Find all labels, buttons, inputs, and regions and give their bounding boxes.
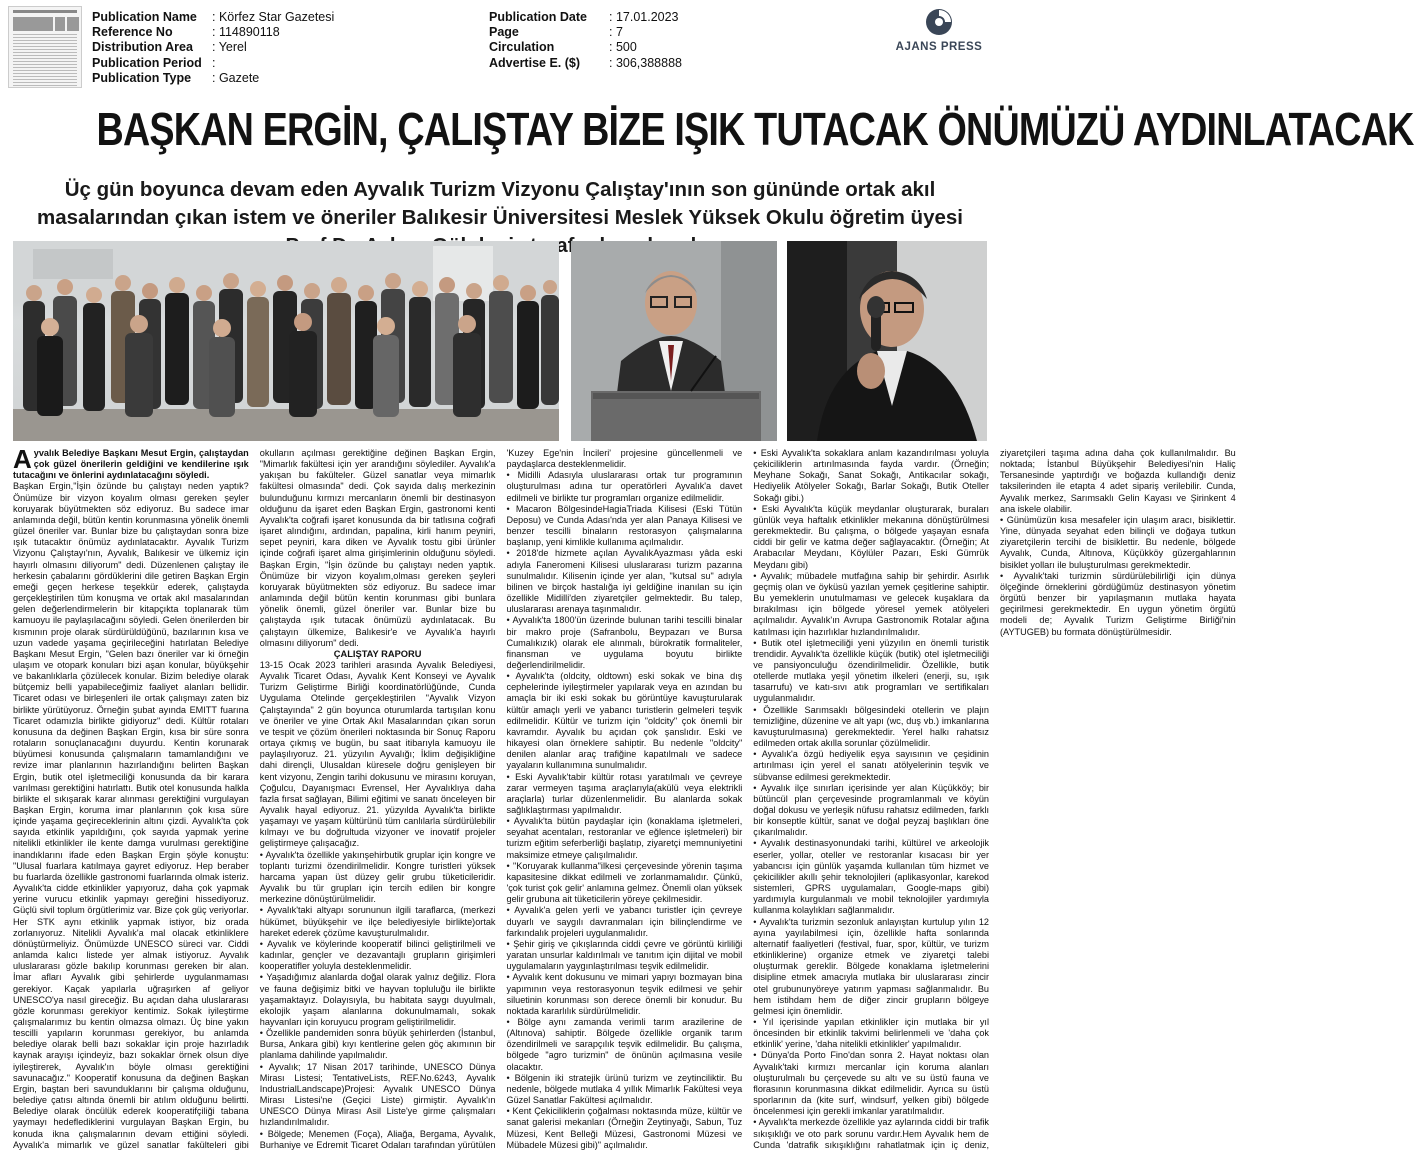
recommendation-item: • Kent Çekiciliklerin çoğalması noktasında müze, kültür ve sanat galerisi mekanları (Örneğin Zeytinyağı, Sabun, Tuz Müzesi, Kent Belleği Müzesi, Gastronomi Müzesi ve Mübadele Müzesi gibi)" açılmalıdır. xyxy=(506,1106,743,1150)
meta-value: : Yerel xyxy=(212,40,247,55)
meta-value: : Gazete xyxy=(212,70,260,85)
article-paragraph: 13-15 Ocak 2023 tarihleri arasında Ayvalık Belediyesi, Ayvalık Ticaret Odası, Ayvalık Kent Konseyi ve Ayvalık Turizm Geliştirme Birliği koordinatörlüğünde, Cunda Uygulama Otelinde gerçekleştirilen "Ayvalık Vizyon Çalıştayında" 2 gün boyunca oturumlarda tartışılan konu ve öneriler ve yine Ortak Akıl Masalarından çıkan sorun ve tespit ve çözüm önerileri noktasında bir Sonuç Raporu ortaya çıkmış ve bugün, bu saat itibarıyla kamuoyu ile paylaşılıyoruz. 21. yüzyılın Ayvalığı; İklim değişikliğine dahi dirençli, Ulusaldan küresele doğru genişleyen bir kent vizyonu, Zengin tarihi dokusunu ve mirasını koruyan, Çoğulcu, Dayanışmacı Evrensel, Her Ayvalıklıya daha fazla fırsat sağlayan, Bilimi eğitimi ve sanatı önceleyen bir Ayvalık hayal ediyoruz. 21. yüzyılda Ayvalık'ta birlikte yaşamayı ve yaşam kültürünü tüm canlılarla sürdürülebilir kılmayı ve bu doğrultuda vizyoner ve inovatif projeler geliştirmeye çalışacağız. xyxy=(259,659,496,849)
meta-row xyxy=(92,10,334,25)
meta-label: Publication Type xyxy=(92,70,192,85)
publication-meta-right xyxy=(489,10,682,71)
meta-value: : 114890118 xyxy=(212,25,280,40)
meta-value: : 7 xyxy=(609,25,623,40)
recommendation-item: • Macaron BölgesindeHagiaTriada Kilisesi (Eski Tütün Deposu) ve Cunda Adası'nda yer alan Panaya Kilisesi ve benzer tescilli binaların restorasyon çalışmalarına başlanıp, yeni kimlikle kullanıma açılmalıdır. xyxy=(506,503,743,548)
recommendation-item: • Ayvalık'a özgü hediyelik eşya sayısının ve çeşidinin artırılması için yerel el sanatı atölyelerinin teşvik ve sübvanse edilmesi gerekmektedir. xyxy=(753,749,989,782)
recommendation-item: • Dünya'da Porto Fino'dan sonra 2. Hayat noktası olan Ayvalık'taki kırmızı mercanlar için koruma alanları oluşturulmalı bu çerçevede su altı ve su üstü fauna ve florasının korunmasına dikkat edilmelidir. Ayrıca su üstü sporlarının da (kite surf, windsurf, yelken gibi) bölgede öncelenmesi için gerekli imkanlar yaratılmalıdır. xyxy=(753,1050,989,1117)
recommendation-item: • Ayvalık; 17 Nisan 2017 tarihinde, UNESCO Dünya Mirası Listesi; TentativeLists, REF.No.6243, Ayvalık IndustrialLandscape)Projesi: Ayvalık UNESCO Dünya Mirası Listesi'ne (Geçici Liste) girmiştir. Ayvalık'ın UNESCO Dünya Mirası Asil Liste'ye girme çalışmaları hızlandırılmalıdır. xyxy=(259,1061,496,1128)
meta-value: : 17.01.2023 xyxy=(609,10,679,24)
recommendation-item: • Ayvalık'a gelen yerli ve yabancı turistler için çevreye duyarlı ve saygılı davranmaları için bilinçlendirme ve farkındalık projeleri uygulanmalıdır. xyxy=(506,905,743,938)
recommendation-item: • Ayvalık; mübadele mutfağına sahip bir şehirdir. Asırlık geçmiş olan ve öyküsü yazılan yemek çeşitlerine sahiptir. Bu yemeklerin unutulmaması ve gelecek kuşaklara da bırakılması için bölgede yöresel yemek atölyeleri açılmalıdır. Ayvalık'ın Avrupa Gastronomik Rotalar ağına katılması için hazırlıklar hızlandırılmalıdır. xyxy=(753,570,989,637)
recommendation-item: • Şehir giriş ve çıkışlarında ciddi çevre ve görüntü kirliliği yaratan unsurlar kaldırılmalı ve tanıtım için dijital ve mobil uygulamaların yaygınlaştırılması teşvik edilmelidir. xyxy=(506,938,743,972)
recommendation-item: • Ayvalık ve köylerinde kooperatif bilinci geliştirilmeli ve kadınlar, gençler ve dezavantajlı grupların girişimleri kooperatifler yoluyla desteklenmelidir. xyxy=(259,938,496,972)
meta-value: : 500 xyxy=(609,40,637,55)
meta-value: : 306,388888 xyxy=(609,55,682,70)
meta-row xyxy=(92,56,334,71)
recommendation-item: • Ayvalık'ta merkezde özellikle yaz aylarında ciddi bir trafik sıkışıklığı ve oto park sorunu vardır.Hem Ayvalık hem de Cunda 'datrafik sıkışıklığını rahatlatmak için iç deniz, ziyaretçileri taşıma adına daha çok kullanılmalıdır. Bu noktada; İstanbul Büyükşehir Belediyesi'nin Haliç Tersanesinde yaptırdığı ve boğazda kullandığı deniz taksilerinden ile etapta 4 adet sipariş verilebilir. Cunda, Ayvalık merkez, Sarımsaklı Gelin Kayası ve Şirinkent 4 ana iskele olabilir. xyxy=(753,448,1236,1150)
recommendation-item: • Yıl içerisinde yapılan etkinlikler için mutlaka bir yıl öncesinden bir etkinlik takvimi belirlenmeli ve 'daha çok etkinlik' yerine, 'daha nitelikli etkinlikler' yapılmalıdır. xyxy=(753,1016,989,1050)
recommendation-item: • Ayvalık'ta 1800'ün üzerinde bulunan tarihi tescilli binalar bir makro proje (Safranbolu, Beypazarı ve Bursa Cumalıkızık) olarak ele alınmalı, bürokratik formaliteler, finansman ve uygulama boyutu birlikte değerlendirilmelidir. xyxy=(506,615,743,670)
recommendation-item: • Bölgede; Menemen (Foça), Aliağa, Bergama, Ayvalık, Burhaniye ve Edremit Ticaret Odaları tarafından yürütülen 'Kuzey Ege'nin İncileri' projesine güncellenmeli ve paydaşlarca desteklenmelidir. xyxy=(259,448,743,1150)
recommendation-item: • Ayvalık ilçe sınırları içerisinde yer alan Küçükköy; bir bütüncül plan çerçevesinde programlanmalı ve köyün doğal dokusu ve yerleşik nüfusu rahatsız edilmeden, farklı bir konseptle kültür, sanat ve doğal peyzaj başlıkları öne çıkarılmalıdır. xyxy=(753,782,989,838)
section-subhead: ÇALIŞTAY RAPORU xyxy=(333,648,422,659)
recommendation-item: • Midilli Adasıyla uluslararası ortak tur programının oluşturulması adına tur operatörleri Ayvalık'a davet edilmeli ve birlikte tur programları organize edilmelidir. xyxy=(506,470,743,503)
meta-label: Publication Date xyxy=(489,10,587,24)
meta-row xyxy=(489,10,682,25)
meta-value: : Körfez Star Gazetesi xyxy=(212,10,335,24)
logo-icon xyxy=(925,8,953,36)
recommendation-item: • Eski Ayvalık'ta sokaklara anlam kazandırılması yoluyla çekiciliklerin artırılmasında fayda vardır. (Örneğin; Meyhane Sokağı, Sanat Sokağı, Antikacılar sokağı, Hediyelik Atölyeler Sokağı, Barlar Sokağı, Butik Oteller Sokağı gibi.) xyxy=(753,448,989,503)
recommendation-item: • Günümüzün kısa mesafeler için ulaşım aracı, bisiklettir. Yine, dünyada seyahat eden bilinçli ve doğaya tutkun ziyaretçilerin tercihi de bisiklettir. Bu nedenle, bölgede Ayvalık, Cunda, Altınova, Küçükköy güzergahlarının bisiklet yolları ile buluşturulması gerekmektedir. xyxy=(1000,514,1236,570)
recommendation-item: • Bölge aynı zamanda verimli tarım arazilerine de (Altınova) sahiptir. Bölgede özellikle organik tarım özendirilmeli ve sarapçılık teşvik edilmelidir. Bu çalışma, bölgede "agro turizmin" de önünün açılmasına vesile olacaktır. xyxy=(506,1016,743,1072)
meta-row xyxy=(92,71,334,86)
recommendation-item: • Özellikle pandemiden sonra büyük şehirlerden (İstanbul, Bursa, Ankara gibi) kıyı kentlerine gelen göç akımının bir planlama dahilinde yapılmalıdır. xyxy=(259,1028,496,1061)
meta-label: Circulation xyxy=(489,40,555,55)
page-thumbnail xyxy=(8,6,82,88)
ajans-press-logo xyxy=(893,8,985,53)
recommendation-item: • Butik otel işletmeciliği yeni yüzyılın en önemli turistik trendidir. Ayvalık'ta özellikle küçük (butik) otel işletmeciliği ve pansiyonculuğu özendirilmelidir. Özellikle, butik otellerde mutlaka yeşil yönetim ilkeleri (enerji, su, ışık tasarrufu) ve katı-sıvı atık programları ve sertifikaları uygulanmalıdır. xyxy=(753,637,989,704)
recommendation-item: • Ayvalık'ta özellikle yakınşehirbutik gruplar için kongre ve toplantı turizmi özendirilmelidir. Kongre turistleri yüksek harcama yapan üst düzey gelir grubu tüketicileridir. Ayvalık bu tür grupları için tercih edilen bir kongre merkezine dönüştürülmelidir. xyxy=(259,849,496,905)
article-lead: Ayvalık Belediye Başkanı Mesut Ergin, çalıştaydan çok güzel önerilerin geldiğini ve kendilerine ışık tutacağını ve önlerini aydınlatacağını söyledi. xyxy=(13,444,249,481)
recommendation-item: • "Koruyarak kullanma"ilkesi çerçevesinde yörenin taşıma kapasitesine dikkat edilmeli ve zorlanmamalıdır. Çünkü, 'çok turist çok gelir' anlamına gelmez. Önemli olan yüksek gelir grubuna ait tüketicilerin yöreye çekilmesidir. xyxy=(506,860,743,905)
meta-label: Distribution Area xyxy=(92,40,193,55)
recommendation-item: • 2018'de hizmete açılan AyvalıkAyazması yâda eski adıyla Faneromeni Kilisesi uluslararası turizm pazarına sunulmalıdır. Kilisenin içinde yer alan, "kutsal su" adıyla bilinen ve birçok hastalığa iyi geldiğine inanılan su için özellikle Midilli'den ziyaretçiler gelmektedir. Bu talep, uluslararası arenaya taşınmalıdır. xyxy=(506,548,743,615)
recommendation-item: • Eski Ayvalık'tabir kültür rotası yaratılmalı ve çevreye zarar vermeyen taşıma araçlarıyla(akülü veya elektrikli araçlarla) turlar düzenlenmelidir. Bu alanlarda sokak sağlıklaştırması yapılmalıdır. xyxy=(506,771,743,815)
group-photo-illustration xyxy=(13,241,559,441)
meta-row xyxy=(489,56,682,71)
meta-row xyxy=(92,40,334,55)
recommendation-item: • Bölgenin iki stratejik ürünü turizm ve zeytinciliktir. Bu nedenle, bölgede mutlaka 4 yıllık Mimarlık Fakültesi veya Güzel Sanatlar Fakültesi açılmalıdır. xyxy=(506,1072,743,1106)
article-paragraph: Başkan Ergin,"İşin özünde bu çalıştayı neden yaptık? Önümüze bir vizyon koyalım olması gereken şeyler koruyarak büyütmekten söz ediyoruz. Bu sadece imar anlamında değil, bütün kentin korunmasına yönelik önemli güzel öneriler var. Bunlar bize bu çalıştaydan sonra bize ışık tutacaktır önümüz aydınlatacaktır. Ayvalık Turizm Vizyonu Çalıştayı'nın, Ayvalık, Balıkesir ve ülkemiz için hayırlı olmasını diliyorum" dedi. Düzenlenen çalıştay ile herkesin çabalarını gördüklerini dile getiren Başkan Ergin emeği geçen herkese teşekkür ederek, çalıştayda gerçekleştirilen tüm konuşma ve ortak akıl masalarından gelen değerlendirmelerin bir kitapçıkta toplanarak tüm kamuoyu ile paylaşılacağını söyledi. Gelen önerilerden bir kısmının proje olarak sürdürüldüğünü, bazılarının kısa ve uzun vadede yaşama geçirileceğini hatırlatan Belediye Başkanı Mesut Ergin, "Gelen bazı öneriler var ki örneğin ulaşım ve otopark konuları bizi aşan konular, büyükşehir ve bakanlıklarla çözülecek konular. Bizim belediye olarak bütçemiz belli yapabileceğimiz faaliyet alanları bellidir. Ticaret odası ve birleşenleri ile ortak çalışmayı zaten biz birlikte yürütüyoruz. Örneğin şubat ayında EMITT fuarına Ticaret odamızla birlikte gidiyoruz" dedi. Kültür rotaları konusuna da değinen Başkan Ergin, kısa bir süre sonra rotaların sonuçlanacağını duyurdu. Kentin korunarak büyümesi konusunda çalışmaların tamamlandığını ve revize imar planlarının hazırlandığını belirten Başkan Ergin, butik otel işletmeciliği konusunda da bir karara varılması gerektiğini hatırlattı. Butik otel konusunda halkla birlikte el sıkışarak karar alınması gerektiğini vurgulayan Başkan Ergin, koruma imar planlarının çok kısa süre içinde yaşama geçireceklerinin altını çizdi. Ayvalık'ta çok sayıda etkinlik yapıldığını, çok sayıda yapmak yerine nitelikli etkinlikler ile kente damga vurulması gerektiğine inandıklarını ifade eden Başkan Ergin şöyle konuştu: "Ulusal fuarlara katılmaya gayret ediyoruz. Hep beraber bu fuarlarda özellikle gastronomi fuarlarında olmak isteriz. Ayvalık'ta cidde etkinlikler yapıyoruz, daha çok yapmak yerine vurucu etkinlik yapmayı gereğini hissediyoruz. Güçlü sivil toplum örgütlerimiz var. Bize çok güç veriyorlar. Her STK aynı etkinlik yapmak istiyor, biz orada zorlanıyoruz. Nitelikli Ayvalık'a mal olacak etkinliklere dönüştürmeliyiz. Önümüzde UNESCO süreci var. Ciddi anlamda kalıcı listede yer almak istiyoruz. Ayvalık uluslararası gözle bakılıp korunması gereken bir alan. İmar afları Ayvalık gibi şehirlerde uygulanmaması gerekiyor. Kaçak yapılarla uğraşırken af geliyor UNESCO'ya nasıl gireceğiz. Bu açıdan daha uluslararası gözle korunması gerekiyor kentimiz. Sokak iyileştirme çalışmalarımız bu kentin olmazsa olmazı. Üç bine yakın tescilli yapıların korunması gerekiyor, bu anlamda belediye olarak belli bazı sokaklar için proje hazırladık kaynak arayışı içindeyiz, bazı sokaklar örnek olsun diye iyileştirerek, Ayvalık'ın böyle olması gerektiğini savunacağız." Kooperatif konusuna da değinen Başkan Ergin, baştan beri savunduklarını bir çalışma olduğunu, belediye çatısı altında önemli bir atılım olduğunu belirtti. Belediye olarak öncülük ederek kooperatifçiliği tabana yaymayı hedeflediklerini vurgulayan Başkan Ergin, bu konuda ikna çalışmalarının devam ettiğini söyledi. Ayvalık'a mimarlık ve güzel sanatlar fakülteleri gibi okulların açılması gerektiğine değinen Başkan Ergin, "Mimarlık fakültesi için yer arandığını söylediler. Ayvalık'a yakışan bu fakülteler. Güzel sanatlar veya mimarlık fakültesi olmasında" dedi. Çok sayıda dalış merkezinin bulunduğunu kırmızı mercanların önemli bir destinasyon olduğunu da işaret eden Başkan Ergin, gastronomi kenti Ayvalık'ta coğrafi işaret konusunda da bir tatlısına coğrafi işaret alındığını, ardından, papalina, kirli hanım peyniri, sepet peyniri, kara diken ve Ayvalık tostu gibi ürünler içinde coğrafi işaret alma girişimlerinin olduğunu söyledi. Başkan Ergin, "İşin özünde bu çalıştayı neden yaptık. Önümüze bir vizyon koyalım,olması gereken şeyleri koruyarak büyütmekten söz ediyoruz. Bu sadece imar anlamında değil bütün kentin korunması gibi bunlara yönelik önemli, güzel öneriler var. Bunlar bize bu çalıştayda ışık tutacak önümüzü aydınlatacak. Bu çalıştayın ülkemize, Balıkesir'e ve Ayvalık'a hayırlı olmasını diliyorum" dedi. xyxy=(13,448,496,1150)
article-body xyxy=(13,444,1236,1156)
recommendation-item: • Ayvalık'taki altyapı sorununun ilgili taraflarca, (merkezi hükümet, büyükşehir ve ilçe belediyesiyle birlikte)ortak hareket ederek çözüme kavuşturulmalıdır. xyxy=(259,905,496,938)
meta-label: Page xyxy=(489,25,519,40)
meta-row xyxy=(489,40,682,55)
headline: BAŞKAN ERGİN, ÇALIŞTAY BİZE IŞIK TUTACAK ÖNÜMÜZÜ AYDINLATACAK xyxy=(96,103,1414,155)
recommendation-item: • Ayvalık'taki turizmin sürdürülebilirliği için dünya ölçeğinde örneklerini gördüğümüz destinasyon yönetim örgütü benzer bir yapılaşmanın mutlaka hayata geçirilmesi gerekmektedir. En uygun yönetim örgütü modeli de; Ayvalık Turizm Geliştirme Birliği'nin (AYTUGEB) bu formata dönüştürülmesidir. xyxy=(1000,570,1236,637)
microphone-speaker-photo xyxy=(787,241,987,441)
recommendation-item: • Ayvalık kent dokusunu ve mimari yapıyı bozmayan bina yapımının veya restorasyonun teşvik edilmesi ve şehir siluetinin korunması son derece önemli bir konudur. Bu noktada kararlılık sürdürülmelidir. xyxy=(506,972,743,1016)
recommendation-item: • Ayvalık'ta (oldcity, oldtown) eski sokak ve bina dış cephelerinde iyileştirmeler yapılarak veya en azından bu amaçla bir iki eski sokak bu görüntüye kavuşturularak kültür amaçlı yerli ve yabancı turistlerin gelmeleri teşvik edilmelidir. Kültür ve turizm için "oldcity" çok önemli bir kavramdır. Ayvalık bu açıdan çok şanslıdır. Eski ve hikayesi olan örneklere sahiptir. Bu nedenle "oldcity" denilen alanlar araç trafiğine kapatılmalı ve sadece yayaların kullanımına sunulmalıdır. xyxy=(506,671,743,771)
meta-label: Advertise E. ($) xyxy=(489,55,581,70)
microphone-photo-illustration xyxy=(787,241,987,441)
recommendation-item: • Ayvalık'ta bütün paydaşlar için (konaklama işletmeleri, seyahat acentaları, restoranlar ve eğlence işletmeleri) bir turizm eğitim seferberliği başlatıp, ziyaretçi memnuniyetini maksimize etmeye çalışılmalıdır. xyxy=(506,816,743,860)
publication-meta-left xyxy=(92,10,334,86)
meta-label: Reference No xyxy=(92,25,173,40)
speaker-photo-illustration xyxy=(571,241,777,441)
group-photo xyxy=(13,241,559,441)
recommendation-item: • Eski Ayvalık'ta küçük meydanlar oluşturarak, buraları günlük veya haftalık etkinlikler mekanına dönüştürülmesi gerekmektedir. Bu çalışma, o bölgede yaşayan esnafa ciddi bir gelir ve katma değer sağlayacaktır. (Örneğin; At Arabacılar Meydanı, Köylüler Pazarı, Eski Gümrük Meydanı gibi) xyxy=(753,503,989,570)
recommendation-item: • Yaşadığımız alanlarda doğal olarak yalnız değiliz. Flora ve fauna değişimiz bitki ve hayvan topluluğu ile birlikte yaşamaktayız. Dolayısıyla, bu habitata saygı duyulmalı, ekolojik yaşam alanlarına dokunulmamalı, sokak hayvanları için koruyucu program geliştirilmelidir. xyxy=(259,972,496,1027)
logo-text: AJANS PRESS xyxy=(895,41,983,53)
meta-row xyxy=(92,25,334,40)
recommendation-item: • Ayvalık'ta turizmin sezonluk anlayıştan kurtulup yılın 12 ayına yayılabilmesi için, özellikle hafta sonlarında alternatif faaliyetleri (festival, fuar, spor, kültür, ve turizm etkinliklerine) organize etmek ve ziyaretçi talebi oluşturmak gereklir. Bölgede konaklama işletmelerini disipline etmek amacıyla mutlaka bir uluslararası zincir otel grubununyöreye yatırım yapması sağlanmalıdır. Bu hem istihdam hem de diğer zincir grupların bölgeye gelmesi için önemlidir. xyxy=(753,916,989,1016)
subheadline: Üç gün boyunca devam eden Ayvalık Turizm Vizyonu Çalıştay'ının son gününde ortak akıl masalarından çıkan istem ve öneriler Balıkesir Üniversitesi Meslek Yüksek Okulu öğretim üyesi xyxy=(37,178,963,229)
meta-label: Publication Name xyxy=(92,10,197,24)
meta-label: Publication Period xyxy=(92,55,202,70)
recommendation-item: • Ayvalık destinasyonundaki tarihi, kültürel ve arkeolojik eserler, yollar, oteller ve restoranlar kısacası bir yer yabancısı için günlük yaşamda kullanılan tüm hizmet ve çekicilikler akıllı şehir teknolojileri (aplikasyonlar, karekod sistemleri, GPRS uygulamaları, Google-maps gibi) yardımıyla kurgulanmalı ve mobil teknolojiler yardımıyla kullanma kolaylıkları sağlanmalıdır. xyxy=(753,838,989,916)
recommendation-item: • Özellikle Sarımsaklı bölgesindeki otellerin ve plajın temizliğine, düzenine ve alt yapı (wc, duş vb.) imkanlarına kavuşturulmasına) gerekmektedir. Yerel halkı rahatsız edilmeden ortak akılla sorunlar çözülmelidir. xyxy=(753,704,989,749)
meta-value: : xyxy=(212,55,216,70)
meta-row xyxy=(489,25,682,40)
speaker-photo xyxy=(571,241,777,441)
